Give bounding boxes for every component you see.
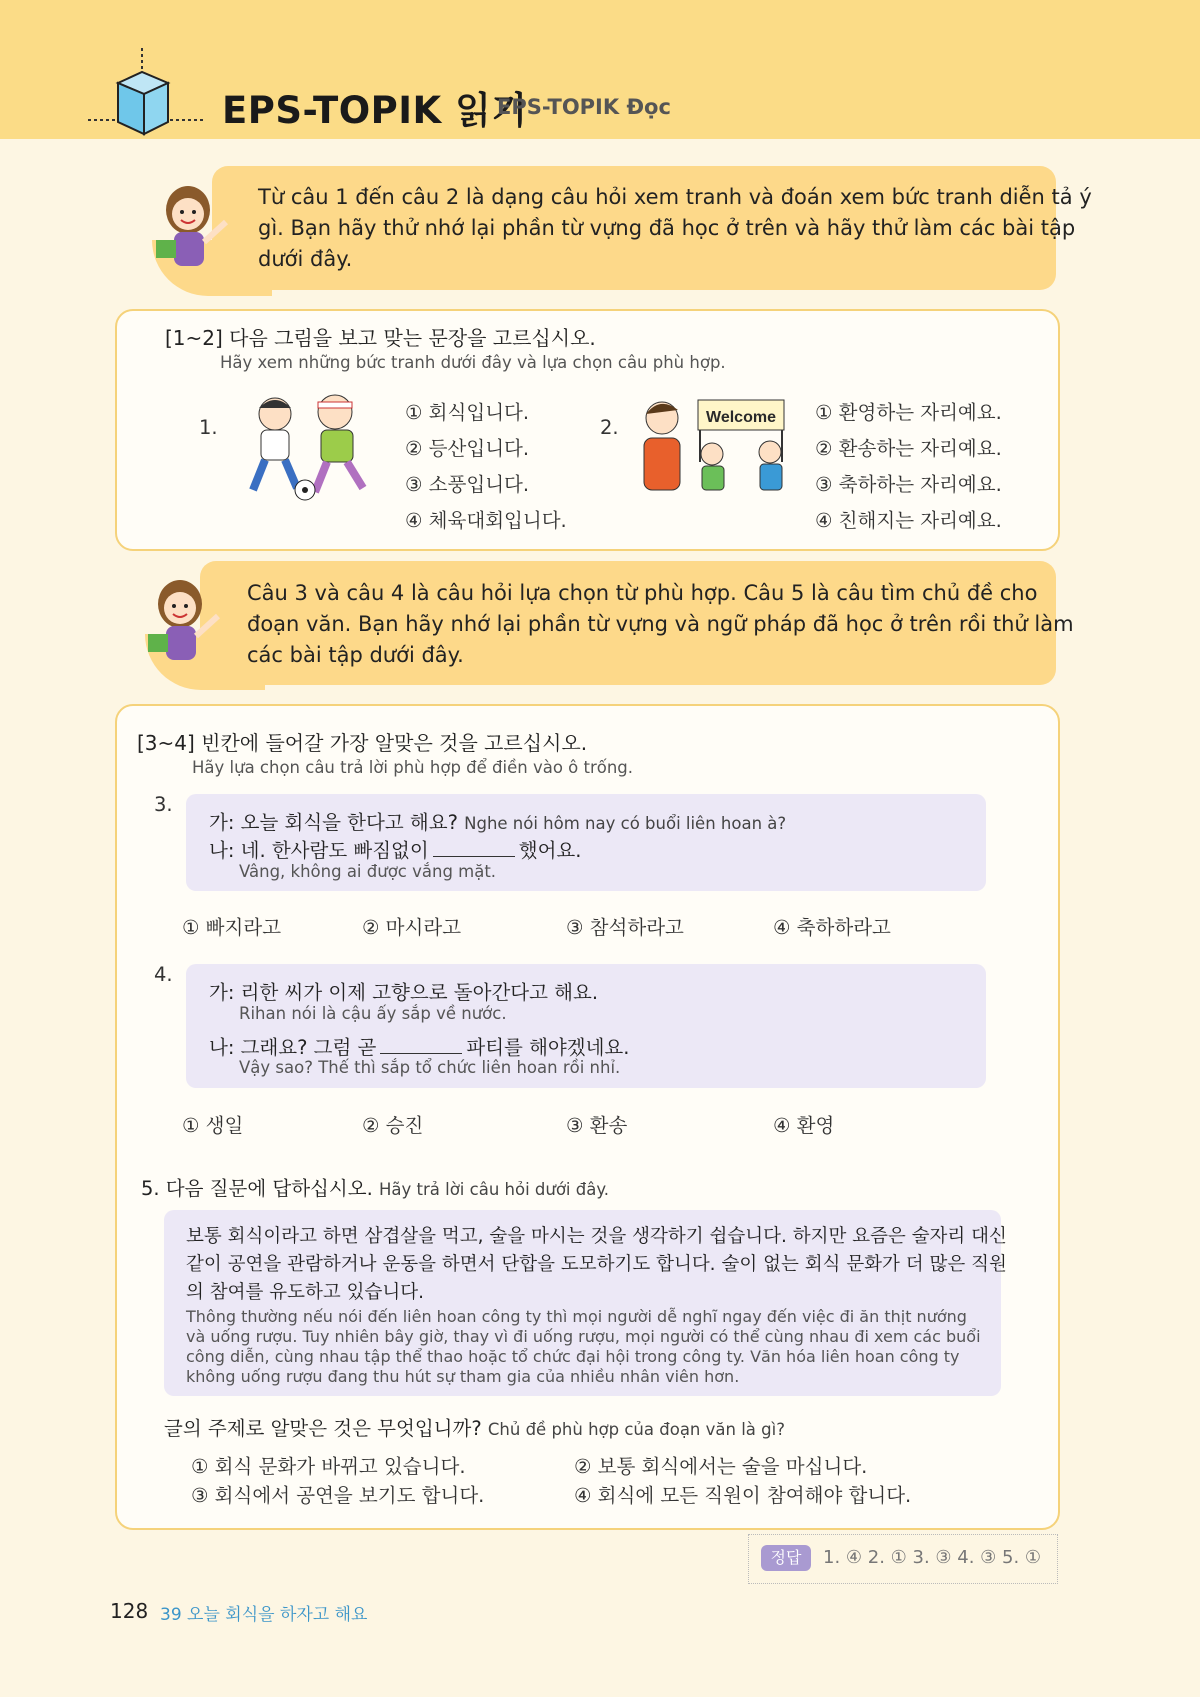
instruction-line: gì. Bạn hãy thử nhớ lại phần từ vựng đã học ở trên và hãy thử làm các bài tập xyxy=(258,216,1076,240)
teacher-character-icon xyxy=(140,574,230,684)
q5-heading-vietnamese: Hãy trả lời câu hỏi dưới đây. xyxy=(378,1180,609,1199)
q1-option[interactable]: ② 등산입니다. xyxy=(405,437,530,460)
q2-option[interactable]: ③ 축하하는 자리예요. xyxy=(815,473,1002,496)
section-1-subheading: Hãy xem những bức tranh dưới đây và lựa chọn câu phù hợp. xyxy=(220,353,726,372)
welcome-sign-text: Welcome xyxy=(706,409,776,426)
q1-option[interactable]: ① 회식입니다. xyxy=(405,401,530,424)
q3-line-a-korean: 가: 오늘 회식을 한다고 해요? xyxy=(209,811,458,834)
teacher-character-icon xyxy=(148,180,238,290)
instruction-line: các bài tập dưới đây. xyxy=(247,643,464,667)
q3-option[interactable]: ① 빠지라고 xyxy=(182,916,282,939)
q3-line-a xyxy=(209,807,786,835)
chapter-title-link[interactable]: 39 오늘 회식을 하자고 해요 xyxy=(160,1605,368,1625)
q5-heading xyxy=(141,1173,609,1201)
q3-blank xyxy=(433,856,515,857)
q4-blank xyxy=(380,1053,462,1054)
q5-passage-korean-line: 보통 회식이라고 하면 삼겹살을 먹고, 술을 마시는 것을 생각하기 쉽습니다. 하지만 요즘은 술자리 대신 xyxy=(186,1226,1007,1247)
instruction-line: Câu 3 và câu 4 là câu hỏi lựa chọn từ phù hợp. Câu 5 là câu tìm chủ đề cho xyxy=(247,581,1038,605)
q3-option[interactable]: ④ 축하하라고 xyxy=(773,916,891,939)
q3-line-b-vietnamese: Vâng, không ai được vắng mặt. xyxy=(239,862,497,881)
sports-day-illustration xyxy=(235,392,387,504)
q4-option[interactable]: ① 생일 xyxy=(182,1114,244,1137)
q4-option[interactable]: ③ 환송 xyxy=(566,1114,628,1137)
page-subtitle: EPS-TOPIK Đọc xyxy=(497,95,671,119)
instruction-line: đoạn văn. Bạn hãy nhớ lại phần từ vựng và ngữ pháp đã học ở trên rồi thử làm xyxy=(247,612,1074,636)
q5-option[interactable]: ③ 회식에서 공연을 보기도 합니다. xyxy=(191,1484,485,1507)
instruction-line: dưới đây. xyxy=(258,247,353,271)
q4-line-b-korean-end: 파티를 해야겠네요. xyxy=(466,1036,630,1059)
q4-option[interactable]: ② 승진 xyxy=(362,1114,424,1137)
answer-key-badge: 정답 xyxy=(761,1545,811,1571)
cube-icon xyxy=(88,48,203,140)
q5-option[interactable]: ① 회식 문화가 바뀌고 있습니다. xyxy=(191,1455,466,1478)
instruction-line: Từ câu 1 đến câu 2 là dạng câu hỏi xem tranh và đoán xem bức tranh diễn tả ý xyxy=(258,185,1092,209)
q1-option[interactable]: ④ 체육대회입니다. xyxy=(405,509,567,532)
q5-option[interactable]: ④ 회식에 모든 직원이 참여해야 합니다. xyxy=(574,1484,912,1507)
q4-line-b-korean-start: 나: 그래요? 그럼 곧 xyxy=(209,1036,377,1059)
q5-question-vietnamese: Chủ đề phù hợp của đoạn văn là gì? xyxy=(487,1420,785,1439)
q4-line-a-korean: 가: 리한 씨가 이제 고향으로 돌아간다고 해요. xyxy=(209,981,599,1004)
q3-line-b-korean-start: 나: 네. 한사람도 빠짐없이 xyxy=(209,839,429,862)
q4-line-b xyxy=(209,1032,629,1060)
q2-option[interactable]: ② 환송하는 자리예요. xyxy=(815,437,1002,460)
question-number: 2. xyxy=(600,416,619,439)
q4-line-b-vietnamese: Vậy sao? Thế thì sắp tổ chức liên hoan rồi nhỉ. xyxy=(239,1058,621,1077)
q4-option[interactable]: ④ 환영 xyxy=(773,1114,835,1137)
question-number: 3. xyxy=(154,793,173,816)
welcome-party-illustration xyxy=(640,392,795,492)
q5-passage-vietnamese-line: không uống rượu đang thu hút sự tham gia của nhiều nhân viên hơn. xyxy=(186,1367,740,1386)
q3-option[interactable]: ② 마시라고 xyxy=(362,916,462,939)
q4-line-a-vietnamese: Rihan nói là cậu ấy sắp về nước. xyxy=(239,1004,507,1023)
q5-heading-korean: 5. 다음 질문에 답하십시오. xyxy=(141,1177,373,1200)
q1-option[interactable]: ③ 소풍입니다. xyxy=(405,473,530,496)
q3-option[interactable]: ③ 참석하라고 xyxy=(566,916,684,939)
q5-question-korean: 글의 주제로 알맞은 것은 무엇입니까? xyxy=(164,1417,482,1440)
question-number: 1. xyxy=(199,416,218,439)
q5-option[interactable]: ② 보통 회식에서는 술을 마십니다. xyxy=(574,1455,868,1478)
q5-passage-korean-line: 의 참여를 유도하고 있습니다. xyxy=(186,1282,424,1303)
question-number: 4. xyxy=(154,963,173,986)
answer-key-text: 1. ④ 2. ① 3. ③ 4. ③ 5. ① xyxy=(823,1547,1042,1568)
page-number: 128 xyxy=(110,1599,149,1623)
q5-passage-vietnamese-line: Thông thường nếu nói đến liên hoan công ty thì mọi người dễ nghĩ ngay đến việc đi ăn thịt nướng xyxy=(186,1307,967,1326)
section-2-heading: [3~4] 빈칸에 들어갈 가장 알맞은 것을 고르십시오. xyxy=(137,731,588,755)
section-1-heading: [1~2] 다음 그림을 보고 맞는 문장을 고르십시오. xyxy=(165,326,596,350)
q3-line-b xyxy=(209,835,581,863)
q5-passage-vietnamese-line: công diễn, cùng nhau tập thể thao hoặc tổ chức đại hội trong công ty. Văn hóa liên hoan công ty xyxy=(186,1347,960,1366)
answer-key-box xyxy=(748,1534,1058,1584)
q5-question xyxy=(164,1413,785,1441)
q5-passage-korean-line: 같이 공연을 관람하거나 운동을 하면서 단합을 도모하기도 합니다. 술이 없는 회식 문화가 더 많은 직원 xyxy=(186,1254,1007,1275)
section-2-subheading: Hãy lựa chọn câu trả lời phù hợp để điền vào ô trống. xyxy=(192,758,634,777)
q3-line-b-korean-end: 했어요. xyxy=(518,839,582,862)
q2-option[interactable]: ① 환영하는 자리예요. xyxy=(815,401,1002,424)
q5-passage-vietnamese-line: và uống rượu. Tuy nhiên bây giờ, thay vì đi uống rượu, mọi người có thể cùng nhau đi xem các buổi xyxy=(186,1327,981,1346)
q3-line-a-vietnamese: Nghe nói hôm nay có buổi liên hoan à? xyxy=(464,814,787,833)
page-title: EPS-TOPIK 읽기 xyxy=(222,89,528,132)
q2-option[interactable]: ④ 친해지는 자리예요. xyxy=(815,509,1002,532)
